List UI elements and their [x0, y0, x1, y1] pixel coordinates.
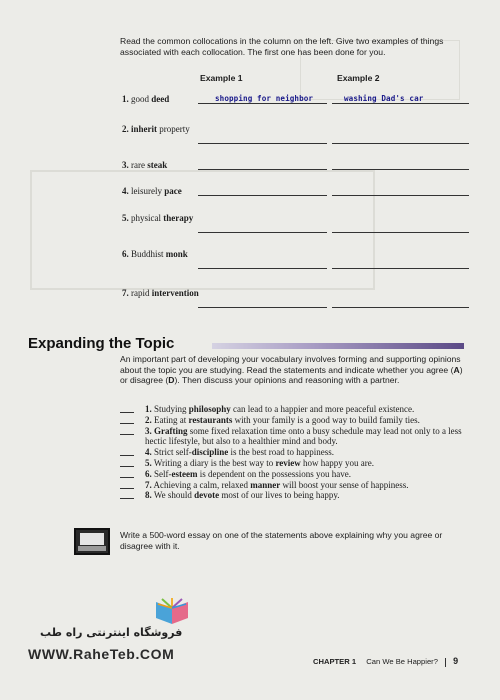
collocation-keyword: monk: [165, 249, 188, 259]
collocation-number: 7.: [122, 288, 129, 298]
statement-text: Studying: [154, 404, 189, 414]
collocation-word: rapid: [131, 288, 152, 298]
statement-text: Strict self-: [154, 447, 192, 458]
watermark-url: WWW.RaheTeb.COM: [28, 646, 175, 662]
statement-text: Writing a diary is the best way to: [153, 457, 276, 468]
answer-line-example-2[interactable]: [332, 195, 469, 196]
collocation-keyword: steak: [147, 160, 168, 170]
collocation-number: 1.: [122, 94, 129, 104]
writing-icon: [74, 528, 110, 555]
statement-item: [120, 447, 470, 458]
collocation-label: [122, 288, 202, 299]
collocation-row: [122, 94, 472, 120]
collocation-row: [122, 124, 472, 150]
agree-disagree-blank[interactable]: [120, 466, 134, 467]
collocation-label: [122, 186, 202, 197]
statement-keyword: discipline: [191, 447, 229, 458]
statement-keyword: philosophy: [188, 404, 231, 414]
footer-chapter: CHAPTER 1: [313, 657, 357, 666]
column-header-example-2: Example 2: [337, 73, 380, 83]
statement-number: 8.: [145, 490, 152, 501]
agree-disagree-blank[interactable]: [120, 498, 134, 499]
statement-text: with your family is a good way to build family ties.: [232, 414, 420, 425]
collocation-word: rare: [131, 160, 148, 170]
answer-line-example-2[interactable]: [332, 307, 469, 308]
collocation-label: [122, 94, 202, 105]
statement-text: is the best road to happiness.: [228, 447, 334, 458]
statement-text: Achieving a calm, relaxed: [153, 479, 251, 490]
collocation-word: leisurely: [131, 186, 165, 196]
section-intro-text: An important part of developing your vocabulary involves forming and supporting opinions about the topic you are studying. Read the statements and indicate whether you agree (A) or disagree (D). Then discuss your opinions and reasoning with a partner.: [120, 354, 463, 385]
collocation-keyword: inherit: [131, 124, 157, 134]
statement-text: most of our lives to being happy.: [219, 490, 340, 501]
statement-keyword: restaurants: [188, 414, 233, 425]
page-footer: [313, 656, 458, 667]
statement-item: [120, 480, 470, 491]
statement-item: [120, 404, 470, 415]
statement-keyword: review: [275, 457, 301, 468]
answer-line-example-1[interactable]: [198, 232, 327, 233]
statement-item: [120, 469, 470, 480]
collocation-number: 3.: [122, 160, 129, 170]
statement-text: We should: [153, 490, 195, 501]
agree-disagree-blank[interactable]: [120, 488, 134, 489]
collocation-row: [122, 160, 472, 186]
collocation-number: 2.: [122, 124, 129, 134]
handwritten-answer-example-1: shopping for neighbor: [215, 94, 314, 103]
handwritten-answer-example-2: washing Dad's car: [344, 94, 424, 103]
statement-text: can lead to a happier and more peaceful existence.: [230, 404, 415, 414]
collocation-row: [122, 213, 472, 239]
collocation-word: Buddhist: [131, 249, 166, 259]
answer-line-example-1[interactable]: [198, 268, 327, 269]
collocation-word: property: [157, 124, 190, 134]
statement-text: some fixed relaxation time onto a busy schedule may lead not only to a less hectic lifestyle, but also to a healthier mind and body.: [145, 425, 462, 447]
section-title: Expanding the Topic: [28, 335, 175, 352]
collocation-label: [122, 249, 202, 260]
agree-disagree-blank[interactable]: [120, 455, 134, 456]
collocation-number: 4.: [122, 186, 129, 196]
collocation-label: [122, 160, 202, 171]
agree-disagree-blank[interactable]: [120, 477, 134, 478]
statement-text: is dependent on the possessions you have.: [197, 468, 351, 479]
answer-line-example-1[interactable]: [198, 143, 327, 144]
statement-list: [120, 404, 470, 501]
collocation-row: [122, 288, 472, 314]
answer-line-example-1[interactable]: [198, 169, 327, 170]
statement-number: 3.: [145, 425, 152, 436]
essay-instructions: Write a 500-word essay on one of the statements above explaining why you agree or disagree with it.: [120, 530, 443, 551]
collocation-number: 5.: [122, 213, 129, 223]
collocation-keyword: pace: [164, 186, 182, 196]
answer-line-example-1[interactable]: [198, 307, 327, 308]
statement-item: [120, 458, 470, 469]
answer-line-example-2[interactable]: [332, 232, 469, 233]
answer-line-example-2[interactable]: [332, 103, 469, 104]
statement-number: 7.: [145, 479, 152, 490]
collocation-word: physical: [131, 213, 164, 223]
statement-keyword: devote: [194, 490, 220, 501]
collocation-label: [122, 124, 202, 135]
statement-keyword: manner: [250, 479, 281, 490]
collocation-keyword: intervention: [151, 288, 199, 298]
agree-disagree-blank[interactable]: [120, 434, 134, 435]
statement-item: [120, 415, 470, 426]
statement-keyword: Grafting: [154, 425, 188, 436]
statement-number: 4.: [145, 447, 152, 458]
watermark-persian-text: فروشگاه اینترنتی راه طب: [40, 626, 183, 639]
answer-line-example-2[interactable]: [332, 169, 469, 170]
book-logo-icon: [152, 596, 192, 626]
statement-text: Eating at: [154, 414, 189, 425]
answer-line-example-1[interactable]: [198, 103, 327, 104]
statement-item: [120, 490, 470, 501]
agree-disagree-blank[interactable]: [120, 412, 134, 413]
answer-line-example-2[interactable]: [332, 268, 469, 269]
statement-item: [120, 426, 470, 448]
collocation-label: [122, 213, 202, 224]
statement-text: will boost your sense of happiness.: [280, 479, 409, 490]
answer-line-example-1[interactable]: [198, 195, 327, 196]
collocation-row: [122, 186, 472, 212]
statement-text: how happy you are.: [300, 457, 375, 468]
collocation-word: good: [131, 94, 152, 104]
footer-divider: [445, 658, 446, 667]
statement-keyword: esteem: [171, 468, 198, 479]
page-number: 9: [453, 656, 459, 666]
statement-number: 5.: [145, 457, 152, 468]
statement-number: 6.: [145, 468, 152, 479]
answer-line-example-2[interactable]: [332, 143, 469, 144]
collocation-number: 6.: [122, 249, 129, 259]
collocation-keyword: therapy: [163, 213, 194, 223]
agree-disagree-blank[interactable]: [120, 423, 134, 424]
collocation-row: [122, 249, 472, 275]
instructions-text: Read the common collocations in the column on the left. Give two examples of things associated with each collocation. The first one has been done for you.: [120, 36, 444, 57]
collocation-keyword: deed: [151, 94, 170, 104]
footer-chapter-title: Can We Be Happier?: [366, 657, 438, 666]
section-title-bar: [212, 343, 464, 349]
statement-number: 1.: [145, 404, 152, 414]
statement-number: 2.: [145, 414, 152, 425]
statement-text: Self-: [154, 468, 172, 479]
column-header-example-1: Example 1: [200, 73, 243, 83]
